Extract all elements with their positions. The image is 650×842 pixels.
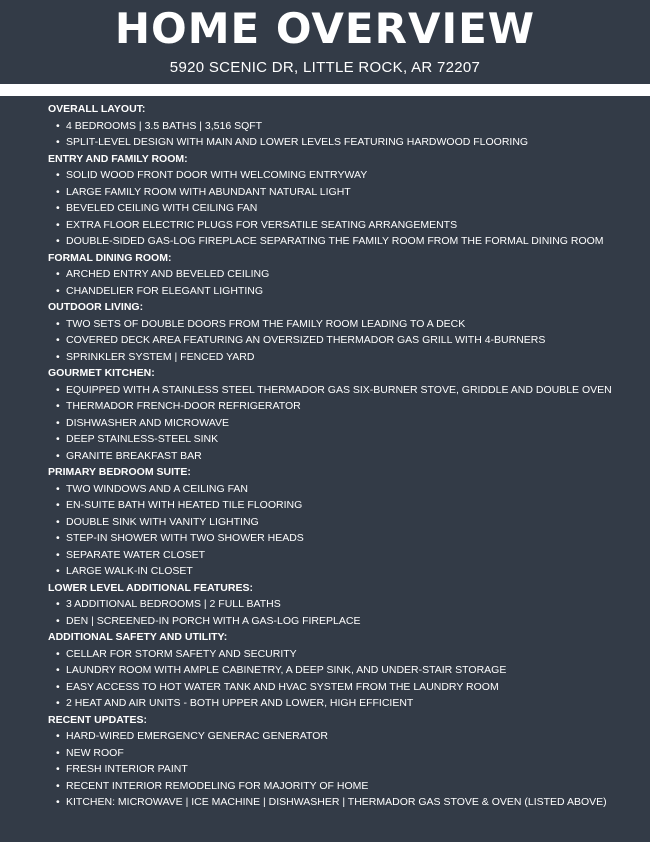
list-item: • TWO WINDOWS AND A CEILING FAN (48, 481, 650, 498)
list-item: • THERMADOR FRENCH-DOOR REFRIGERATOR (48, 398, 650, 415)
list-item: • EASY ACCESS TO HOT WATER TANK AND HVAC SYSTEM FROM THE LAUNDRY ROOM (48, 679, 650, 696)
list-item: • KITCHEN: MICROWAVE | ICE MACHINE | DISHWASHER | THERMADOR GAS STOVE & OVEN (LISTED ABOVE) (48, 794, 650, 811)
list-item: • FRESH INTERIOR PAINT (48, 761, 650, 778)
section-heading: OVERALL LAYOUT: (48, 103, 146, 115)
list-item: • DEN | SCREENED-IN PORCH WITH A GAS-LOG FIREPLACE (48, 613, 650, 630)
list-item: • SPLIT-LEVEL DESIGN WITH MAIN AND LOWER LEVELS FEATURING HARDWOOD FLOORING (48, 134, 650, 151)
list-item: • EXTRA FLOOR ELECTRIC PLUGS FOR VERSATILE SEATING ARRANGEMENTS (48, 217, 650, 234)
bullet-list (48, 382, 650, 465)
list-item: • CHANDELIER FOR ELEGANT LIGHTING (48, 283, 650, 300)
bullet-list (48, 118, 650, 151)
feature-section (48, 464, 650, 580)
list-item: • STEP-IN SHOWER WITH TWO SHOWER HEADS (48, 530, 650, 547)
list-item: • DOUBLE-SIDED GAS-LOG FIREPLACE SEPARATING THE FAMILY ROOM FROM THE FORMAL DINING ROOM (48, 233, 650, 250)
list-item: • DEEP STAINLESS-STEEL SINK (48, 431, 650, 448)
page-title: HOME OVERVIEW (114, 4, 536, 53)
list-item: • GRANITE BREAKFAST BAR (48, 448, 650, 465)
divider-band (0, 84, 650, 96)
bullet-list (48, 167, 650, 250)
bullet-list (48, 481, 650, 580)
list-item: • NEW ROOF (48, 745, 650, 762)
section-heading: LOWER LEVEL ADDITIONAL FEATURES: (48, 581, 253, 594)
header (0, 0, 650, 84)
feature-section (48, 101, 650, 151)
list-item: • DISHWASHER AND MICROWAVE (48, 415, 650, 432)
list-item: • SOLID WOOD FRONT DOOR WITH WELCOMING ENTRYWAY (48, 167, 650, 184)
feature-section (48, 365, 650, 464)
feature-section (48, 250, 650, 300)
section-heading: PRIMARY BEDROOM SUITE: (48, 466, 191, 478)
list-item: • RECENT INTERIOR REMODELING FOR MAJORITY OF HOME (48, 778, 650, 795)
section-heading: GOURMET KITCHEN: (48, 367, 155, 379)
list-item: • HARD-WIRED EMERGENCY GENERAC GENERATOR (48, 728, 650, 745)
list-item: • ARCHED ENTRY AND BEVELED CEILING (48, 266, 650, 283)
property-address: 5920 SCENIC DR, LITTLE ROCK, AR 72207 (169, 59, 481, 76)
list-item: • TWO SETS OF DOUBLE DOORS FROM THE FAMILY ROOM LEADING TO A DECK (48, 316, 650, 333)
list-item: • LARGE FAMILY ROOM WITH ABUNDANT NATURAL LIGHT (48, 184, 650, 201)
section-heading: ADDITIONAL SAFETY AND UTILITY: (48, 631, 228, 643)
bullet-list (48, 646, 650, 712)
feature-section (48, 580, 650, 630)
list-item: • BEVELED CEILING WITH CEILING FAN (48, 200, 650, 217)
list-item: • LARGE WALK-IN CLOSET (48, 563, 650, 580)
list-item: • EN-SUITE BATH WITH HEATED TILE FLOORING (48, 497, 650, 514)
list-item: • 4 BEDROOMS | 3.5 BATHS | 3,516 SQFT (48, 118, 650, 135)
section-heading: ENTRY AND FAMILY ROOM: (48, 152, 188, 165)
list-item: • DOUBLE SINK WITH VANITY LIGHTING (48, 514, 650, 531)
bullet-list (48, 266, 650, 299)
section-heading: FORMAL DINING ROOM: (48, 251, 172, 264)
section-heading: OUTDOOR LIVING: (48, 301, 144, 313)
list-item: • LAUNDRY ROOM WITH AMPLE CABINETRY, A DEEP SINK, AND UNDER-STAIR STORAGE (48, 662, 650, 679)
feature-section (48, 712, 650, 811)
section-heading: RECENT UPDATES: (48, 713, 147, 726)
feature-section (48, 629, 650, 712)
bullet-list (48, 728, 650, 811)
list-item: • EQUIPPED WITH A STAINLESS STEEL THERMADOR GAS SIX-BURNER STOVE, GRIDDLE AND DOUBLE OVEN (48, 382, 650, 399)
list-item: • COVERED DECK AREA FEATURING AN OVERSIZED THERMADOR GAS GRILL WITH 4-BURNERS (48, 332, 650, 349)
feature-section (48, 151, 650, 250)
bullet-list (48, 316, 650, 366)
feature-list (0, 96, 650, 811)
list-item: • CELLAR FOR STORM SAFETY AND SECURITY (48, 646, 650, 663)
list-item: • SEPARATE WATER CLOSET (48, 547, 650, 564)
list-item: • 3 ADDITIONAL BEDROOMS | 2 FULL BATHS (48, 596, 650, 613)
bullet-list (48, 596, 650, 629)
feature-section (48, 299, 650, 365)
list-item: • 2 HEAT AND AIR UNITS - BOTH UPPER AND LOWER, HIGH EFFICIENT (48, 695, 650, 712)
list-item: • SPRINKLER SYSTEM | FENCED YARD (48, 349, 650, 366)
